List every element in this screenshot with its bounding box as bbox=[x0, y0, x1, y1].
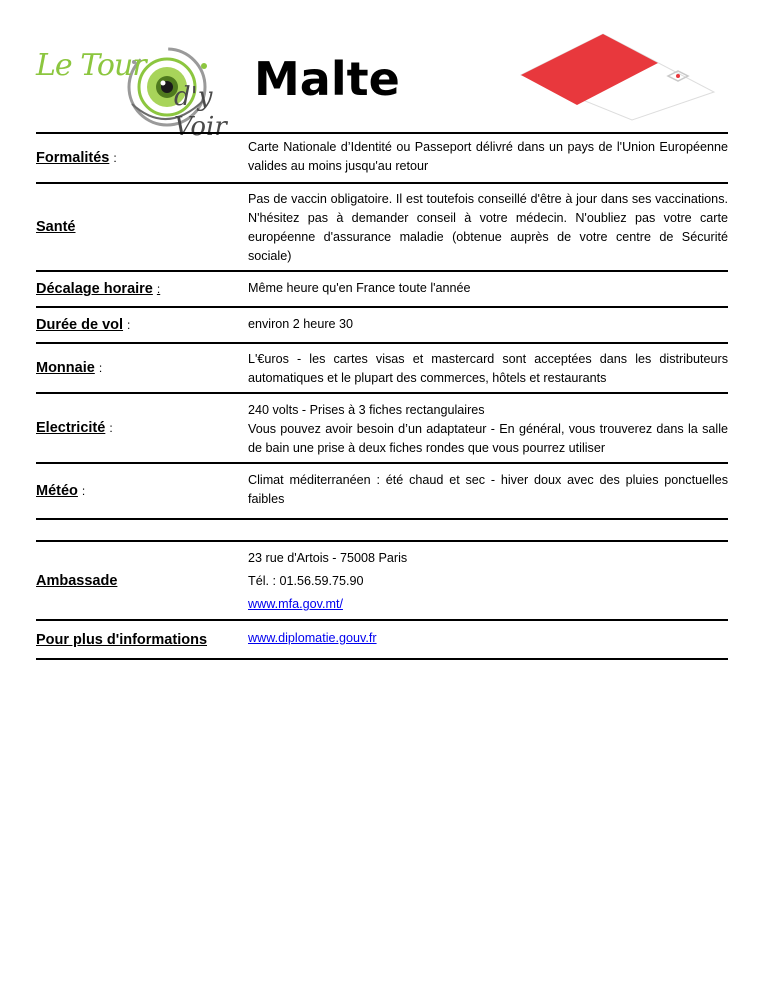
row-value-text: Pas de vaccin obligatoire. Il est toutefois conseillé d'être à jour dans ses vaccinations. N'hésitez pas à demander conseil à votre médecin. N'oubliez pas votre carte européenne d'assurance maladie (obtenue auprès de votre centre de Sécurité sociale) bbox=[248, 192, 728, 263]
row-label-text: Décalage horaire bbox=[36, 281, 153, 297]
row-label bbox=[36, 184, 248, 270]
row-value bbox=[248, 621, 728, 658]
page-header bbox=[0, 0, 768, 142]
table-row-decalage-horaire bbox=[36, 270, 728, 306]
row-value bbox=[248, 464, 728, 518]
row-value bbox=[248, 344, 728, 392]
table-row-formalites bbox=[36, 132, 728, 182]
row-label-colon: : bbox=[156, 282, 161, 296]
logo-text-le-tour: Le Tour bbox=[36, 48, 146, 83]
row-label-text: Pour plus d'informations bbox=[36, 631, 208, 648]
row-label-colon: : bbox=[98, 361, 103, 375]
row-value bbox=[248, 184, 728, 270]
ambassade-address: 23 rue d'Artois - 75008 Paris bbox=[248, 551, 408, 565]
row-label-colon: : bbox=[109, 421, 113, 435]
row-value-text: L'€uros - les cartes visas et mastercard sont acceptées dans les distributeurs automatiques et le plupart des commerces, hôtels et restaurants bbox=[248, 352, 728, 385]
row-value-text: Même heure qu'en France toute l'année bbox=[248, 281, 471, 295]
page-title: Malte bbox=[254, 52, 400, 106]
row-label-text: Santé bbox=[36, 219, 76, 235]
diplomatie-website-link[interactable]: www.diplomatie.gouv.fr bbox=[248, 631, 377, 645]
table-row-electricite bbox=[36, 392, 728, 462]
table-row-duree-de-vol bbox=[36, 306, 728, 342]
info-table bbox=[36, 132, 728, 660]
table-gap bbox=[36, 520, 728, 540]
le-tour-dy-voir-logo bbox=[36, 40, 256, 142]
row-value bbox=[248, 134, 728, 182]
table-row-meteo bbox=[36, 462, 728, 520]
row-value-text: Vous pouvez avoir besoin d’un adaptateur - En général, vous trouverez dans la salle de bain une prise à deux fiches rondes que vous pourrez utiliser bbox=[248, 422, 728, 455]
row-label-text: Durée de vol bbox=[36, 317, 124, 333]
ambassade-phone: Tél. : 01.56.59.75.90 bbox=[248, 574, 364, 588]
row-label-text: Météo bbox=[36, 483, 78, 499]
row-value-text: Carte Nationale d’Identité ou Passeport délivré dans un pays de l'Union Européenne valides au moins jusqu'au retour bbox=[248, 140, 728, 173]
row-label bbox=[36, 308, 248, 342]
row-label-colon: : bbox=[127, 318, 131, 332]
row-value bbox=[248, 542, 728, 619]
row-value bbox=[248, 394, 728, 462]
row-value-text: 240 volts - Prises à 3 fiches rectangulaires bbox=[248, 403, 485, 417]
row-label-colon: : bbox=[113, 151, 117, 165]
row-label bbox=[36, 464, 248, 518]
row-label bbox=[36, 272, 248, 306]
row-value bbox=[248, 272, 728, 306]
row-label bbox=[36, 134, 248, 182]
malta-flag-icon bbox=[518, 30, 718, 122]
row-value-text: Climat méditerranéen : été chaud et sec - hiver doux avec des pluies ponctuelles faibles bbox=[248, 473, 728, 506]
row-label-text: Monnaie bbox=[36, 360, 95, 376]
row-label bbox=[36, 621, 248, 658]
table-row-plus-informations bbox=[36, 619, 728, 660]
logo-text-dy-voir: d'y Voir bbox=[174, 82, 227, 142]
table-row-ambassade bbox=[36, 540, 728, 619]
row-label-text: Ambassade bbox=[36, 572, 118, 589]
row-label bbox=[36, 394, 248, 462]
row-label-text: Electricité bbox=[36, 420, 106, 436]
row-value bbox=[248, 308, 728, 342]
ambassade-website-link[interactable]: www.mfa.gov.mt/ bbox=[248, 597, 343, 611]
row-label-text: Formalités bbox=[36, 150, 110, 166]
row-label-colon: : bbox=[81, 484, 86, 498]
table-row-monnaie bbox=[36, 342, 728, 392]
row-label bbox=[36, 542, 248, 619]
row-value-text: environ 2 heure 30 bbox=[248, 317, 354, 331]
table-row-sante bbox=[36, 182, 728, 270]
row-label bbox=[36, 344, 248, 392]
